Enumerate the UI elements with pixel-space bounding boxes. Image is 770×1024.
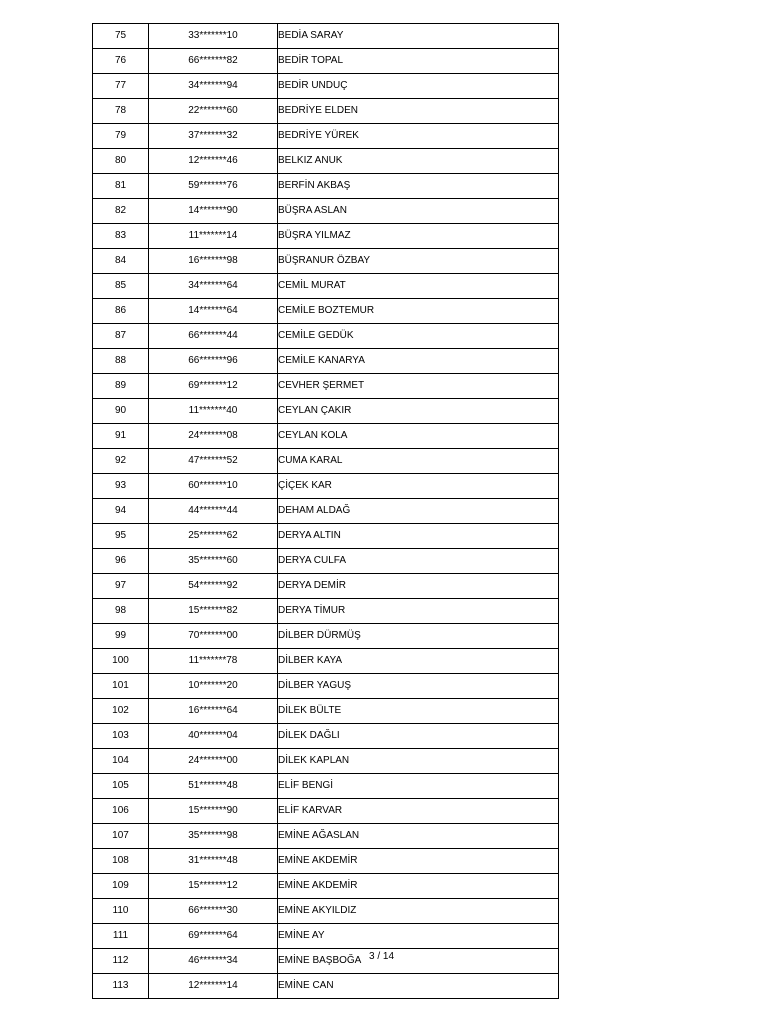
masked-id-cell: 66*******96	[149, 349, 278, 374]
masked-id-cell: 60*******10	[149, 474, 278, 499]
table-row	[93, 124, 559, 149]
masked-id-cell: 31*******48	[149, 849, 278, 874]
masked-id-cell: 44*******44	[149, 499, 278, 524]
row-number-cell: 107	[93, 824, 149, 849]
row-number-cell: 102	[93, 699, 149, 724]
full-name-cell: DİLBER KAYA	[278, 649, 559, 674]
row-number-cell: 77	[93, 74, 149, 99]
masked-id-cell: 37*******32	[149, 124, 278, 149]
table-row	[93, 899, 559, 924]
table-row	[93, 824, 559, 849]
table-row	[93, 649, 559, 674]
row-number-cell: 91	[93, 424, 149, 449]
table-row	[93, 299, 559, 324]
masked-id-cell: 51*******48	[149, 774, 278, 799]
masked-id-cell: 15*******82	[149, 599, 278, 624]
row-number-cell: 111	[93, 924, 149, 949]
masked-id-cell: 22*******60	[149, 99, 278, 124]
row-number-cell: 84	[93, 249, 149, 274]
row-number-cell: 109	[93, 874, 149, 899]
full-name-cell: EMİNE AY	[278, 924, 559, 949]
full-name-cell: CEMİLE KANARYA	[278, 349, 559, 374]
table-row	[93, 599, 559, 624]
table-row	[93, 799, 559, 824]
row-number-cell: 110	[93, 899, 149, 924]
masked-id-cell: 11*******14	[149, 224, 278, 249]
page-number: 3 / 14	[369, 951, 395, 962]
full-name-cell: CUMA KARAL	[278, 449, 559, 474]
table-row	[93, 249, 559, 274]
row-number-cell: 100	[93, 649, 149, 674]
table-row	[93, 699, 559, 724]
full-name-cell: ÇİÇEK KAR	[278, 474, 559, 499]
row-number-cell: 85	[93, 274, 149, 299]
full-name-cell: BELKIZ ANUK	[278, 149, 559, 174]
row-number-cell: 82	[93, 199, 149, 224]
table-row	[93, 424, 559, 449]
full-name-cell: DERYA CULFA	[278, 549, 559, 574]
masked-id-cell: 16*******98	[149, 249, 278, 274]
table-row	[93, 49, 559, 74]
masked-id-cell: 35*******60	[149, 549, 278, 574]
masked-id-cell: 69*******12	[149, 374, 278, 399]
table-row	[93, 524, 559, 549]
row-number-cell: 89	[93, 374, 149, 399]
full-name-cell: BÜŞRA ASLAN	[278, 199, 559, 224]
table-row	[93, 974, 559, 999]
full-name-cell: CEVHER ŞERMET	[278, 374, 559, 399]
table-row	[93, 399, 559, 424]
masked-id-cell: 11*******78	[149, 649, 278, 674]
masked-id-cell: 59*******76	[149, 174, 278, 199]
full-name-cell: CEYLAN KOLA	[278, 424, 559, 449]
row-number-cell: 113	[93, 974, 149, 999]
full-name-cell: DİLEK BÜLTE	[278, 699, 559, 724]
table-row	[93, 674, 559, 699]
roster-body	[93, 24, 559, 999]
masked-id-cell: 24*******00	[149, 749, 278, 774]
full-name-cell: EMİNE AĞASLAN	[278, 824, 559, 849]
full-name-cell: DİLEK DAĞLI	[278, 724, 559, 749]
full-name-cell: CEMİL MURAT	[278, 274, 559, 299]
full-name-cell: EMİNE BAŞBOĞA	[278, 949, 559, 974]
full-name-cell: EMİNE CAN	[278, 974, 559, 999]
masked-id-cell: 15*******12	[149, 874, 278, 899]
masked-id-cell: 11*******40	[149, 399, 278, 424]
masked-id-cell: 66*******30	[149, 899, 278, 924]
row-number-cell: 90	[93, 399, 149, 424]
full-name-cell: DİLEK KAPLAN	[278, 749, 559, 774]
row-number-cell: 88	[93, 349, 149, 374]
table-row	[93, 224, 559, 249]
table-row	[93, 724, 559, 749]
row-number-cell: 81	[93, 174, 149, 199]
row-number-cell: 108	[93, 849, 149, 874]
masked-id-cell: 12*******46	[149, 149, 278, 174]
full-name-cell: BEDİA SARAY	[278, 24, 559, 49]
full-name-cell: BEDİR TOPAL	[278, 49, 559, 74]
table-row	[93, 199, 559, 224]
full-name-cell: DEHAM ALDAĞ	[278, 499, 559, 524]
row-number-cell: 83	[93, 224, 149, 249]
row-number-cell: 106	[93, 799, 149, 824]
full-name-cell: BEDRİYE ELDEN	[278, 99, 559, 124]
full-name-cell: BÜŞRA YILMAZ	[278, 224, 559, 249]
table-row	[93, 574, 559, 599]
full-name-cell: CEYLAN ÇAKIR	[278, 399, 559, 424]
full-name-cell: CEMİLE BOZTEMUR	[278, 299, 559, 324]
masked-id-cell: 66*******44	[149, 324, 278, 349]
full-name-cell: DERYA ALTIN	[278, 524, 559, 549]
row-number-cell: 98	[93, 599, 149, 624]
full-name-cell: EMİNE AKDEMİR	[278, 849, 559, 874]
masked-id-cell: 15*******90	[149, 799, 278, 824]
full-name-cell: BEDRİYE YÜREK	[278, 124, 559, 149]
masked-id-cell: 14*******64	[149, 299, 278, 324]
full-name-cell: BÜŞRANUR ÖZBAY	[278, 249, 559, 274]
table-row	[93, 274, 559, 299]
row-number-cell: 112	[93, 949, 149, 974]
row-number-cell: 103	[93, 724, 149, 749]
row-number-cell: 104	[93, 749, 149, 774]
row-number-cell: 78	[93, 99, 149, 124]
masked-id-cell: 40*******04	[149, 724, 278, 749]
full-name-cell: EMİNE AKYILDIZ	[278, 899, 559, 924]
table-row	[93, 849, 559, 874]
masked-id-cell: 69*******64	[149, 924, 278, 949]
row-number-cell: 93	[93, 474, 149, 499]
table-row	[93, 624, 559, 649]
masked-id-cell: 14*******90	[149, 199, 278, 224]
table-row	[93, 174, 559, 199]
table-row	[93, 24, 559, 49]
masked-id-cell: 16*******64	[149, 699, 278, 724]
full-name-cell: DERYA TİMUR	[278, 599, 559, 624]
full-name-cell: DİLBER YAGUŞ	[278, 674, 559, 699]
row-number-cell: 80	[93, 149, 149, 174]
masked-id-cell: 12*******14	[149, 974, 278, 999]
row-number-cell: 97	[93, 574, 149, 599]
table-row	[93, 99, 559, 124]
table-row	[93, 149, 559, 174]
row-number-cell: 101	[93, 674, 149, 699]
row-number-cell: 92	[93, 449, 149, 474]
row-number-cell: 79	[93, 124, 149, 149]
row-number-cell: 75	[93, 24, 149, 49]
row-number-cell: 87	[93, 324, 149, 349]
table-row	[93, 774, 559, 799]
table-row	[93, 749, 559, 774]
table-row	[93, 549, 559, 574]
full-name-cell: EMİNE AKDEMİR	[278, 874, 559, 899]
masked-id-cell: 24*******08	[149, 424, 278, 449]
masked-id-cell: 54*******92	[149, 574, 278, 599]
masked-id-cell: 70*******00	[149, 624, 278, 649]
row-number-cell: 95	[93, 524, 149, 549]
table-row	[93, 349, 559, 374]
full-name-cell: DİLBER DÜRMÜŞ	[278, 624, 559, 649]
full-name-cell: ELİF KARVAR	[278, 799, 559, 824]
roster-table	[92, 23, 559, 999]
masked-id-cell: 34*******64	[149, 274, 278, 299]
table-row	[93, 324, 559, 349]
full-name-cell: BEDİR UNDUÇ	[278, 74, 559, 99]
row-number-cell: 76	[93, 49, 149, 74]
masked-id-cell: 34*******94	[149, 74, 278, 99]
masked-id-cell: 10*******20	[149, 674, 278, 699]
row-number-cell: 99	[93, 624, 149, 649]
full-name-cell: ELİF BENGİ	[278, 774, 559, 799]
full-name-cell: CEMİLE GEDÜK	[278, 324, 559, 349]
masked-id-cell: 47*******52	[149, 449, 278, 474]
row-number-cell: 94	[93, 499, 149, 524]
masked-id-cell: 66*******82	[149, 49, 278, 74]
masked-id-cell: 46*******34	[149, 949, 278, 974]
table-row	[93, 949, 559, 974]
masked-id-cell: 25*******62	[149, 524, 278, 549]
row-number-cell: 86	[93, 299, 149, 324]
row-number-cell: 96	[93, 549, 149, 574]
full-name-cell: BERFİN AKBAŞ	[278, 174, 559, 199]
table-row	[93, 874, 559, 899]
table-row	[93, 924, 559, 949]
masked-id-cell: 33*******10	[149, 24, 278, 49]
table-row	[93, 374, 559, 399]
table-row	[93, 499, 559, 524]
table-row	[93, 474, 559, 499]
table-row	[93, 74, 559, 99]
table-row	[93, 449, 559, 474]
full-name-cell: DERYA DEMİR	[278, 574, 559, 599]
masked-id-cell: 35*******98	[149, 824, 278, 849]
row-number-cell: 105	[93, 774, 149, 799]
